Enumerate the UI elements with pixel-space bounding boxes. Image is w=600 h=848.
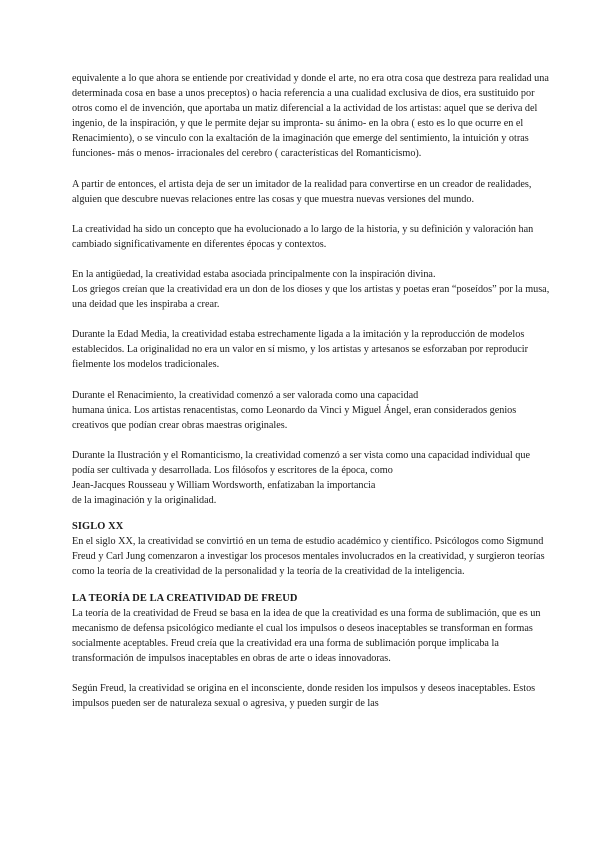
paragraph-siglo-xx: En el siglo XX, la creatividad se convirtió en un tema de estudio académico y científico. Psicólogos como Sigmund Freud y Carl Jung comenzaron a investigar los procesos mentales involucrados en la creatividad, y surgieron teorías como la teoría de la creatividad de la personalidad y la teoría de la creatividad de la inteligencia. (72, 536, 545, 578)
paragraph-edad-media: Durante la Edad Media, la creatividad estaba estrechamente ligada a la imitación y la reproducción de modelos establecidos. La originalidad no era un valor en sí mismo, y los artistas y artesanos se esforzaban por reproducir fielmente los modelos tradicionales. (72, 329, 529, 371)
paragraph-renacimiento-line2: humana única. Los artistas renacentistas, como Leonardo da Vinci y Miguel Ángel, eran considerados genios creativos que podían crear obras maestras originales. (72, 404, 517, 431)
paragraph-arte-concepto: equivalente a lo que ahora se entiende por creatividad y donde el arte, no era otra cosa que destreza para realidad una determinada cosa en base a unos preceptos) o hacia referencia a una cualidad exclusiva de dios, era sustituido por otros como el de invención, que aportaba un matiz diferencial a la actividad de los artistas: aquel que se deriva del ingenio, de la inspiración, y que le permite dejar su impronta- su ánimo- en la obra ( esto es lo que ocurre en el Renacimiento), o se vinculo con la exaltación de la imaginación que emerge del sentimiento, la intuición y otras funciones- más o menos- irracionales del cerebro ( características del Romanticismo). (72, 73, 549, 160)
paragraph-ilustracion: Durante la Ilustración y el Romanticismo, la creatividad comenzó a ser vista como una capacidad individual que podía ser cultivada y desarrollada. Los filósofos y escritores de la época, como (72, 449, 530, 476)
paragraph-evolucion-concepto: La creatividad ha sido un concepto que ha evolucionado a lo largo de la historia, y su definición y valoración han cambiado significativamente en diferentes épocas y contextos. (72, 223, 534, 250)
paragraph-ilustracion-line2: Jean-Jacques Rousseau y William Wordsworth, enfatizaban la importancia (72, 479, 376, 491)
paragraph-segun-freud: Según Freud, la creatividad se origina en el inconsciente, donde residen los impulsos y deseos inaceptables. Estos impulsos pueden ser de naturaleza sexual o agresiva, y pueden surgir de las (72, 683, 536, 710)
paragraph-griegos: Los griegos creían que la creatividad era un don de los dioses y que los artistas y poetas eran “poseídos” por la musa, una deidad que les inspiraba a crear. (72, 284, 550, 311)
paragraph-renacimiento-line1: Durante el Renacimiento, la creatividad comenzó a ser valorada como una capacidad (72, 389, 419, 401)
heading-siglo-xx: SIGLO XX (72, 521, 124, 533)
paragraph-ilustracion-line3: de la imaginación y la originalidad. (72, 495, 217, 507)
heading-teoria-freud: LA TEORÍA DE LA CREATIVIDAD DE FREUD (72, 592, 298, 604)
paragraph-teoria-freud: La teoría de la creatividad de Freud se basa en la idea de que la creatividad es una forma de sublimación, que es un mecanismo de defensa psicológico mediante el cual los impulsos o deseos inaceptables se transforman en formas socialmente aceptables. Freud creía que la creatividad era una forma de sublimación porque implicaba la transformación de impulsos inaceptables en obras de arte o ideas innovadoras. (72, 607, 541, 664)
paragraph-antiguedad: En la antigüedad, la creatividad estaba asociada principalmente con la inspiración divina. (72, 268, 436, 280)
paragraph-artista-creador: A partir de entonces, el artista deja de ser un imitador de la realidad para convertirse en un creador de realidades, alguien que descubre nuevas relaciones entre las cosas y que muestra nuevas versiones del mundo. (72, 178, 532, 205)
